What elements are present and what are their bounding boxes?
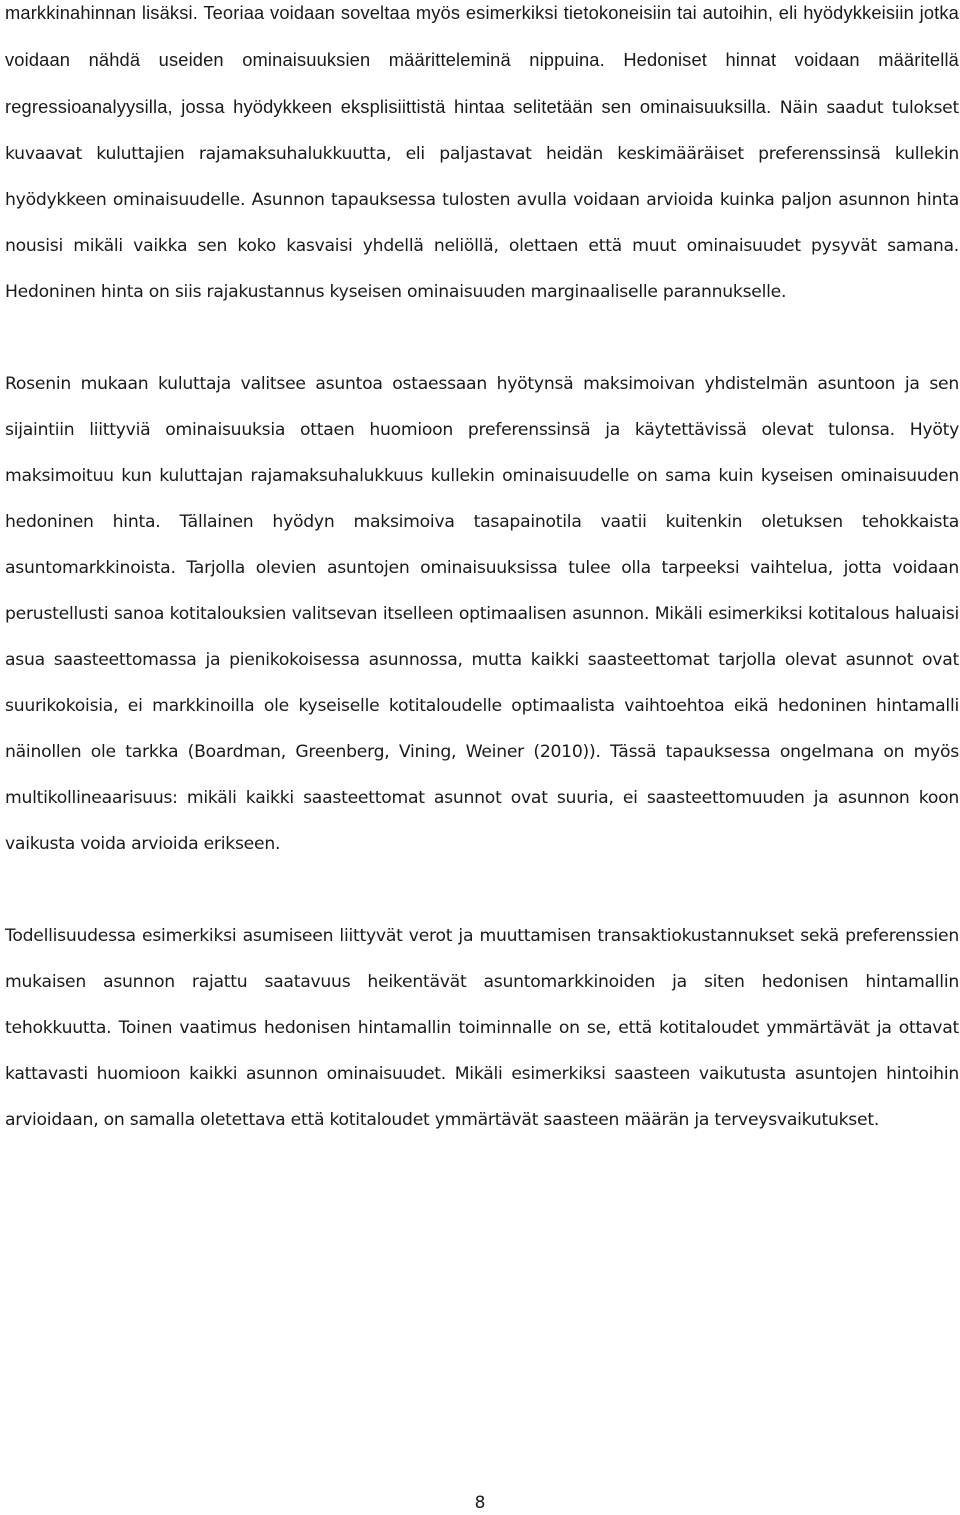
paragraph-1-body-text: Näin saadut tulokset kuvaavat kuluttajien rajamaksuhalukkuutta, eli paljastavat heidän keskimääräiset preferenssinsä kullekin hyödykkeen ominaisuudelle. Asunnon tapauksessa tulosten avulla voidaan arvioida kuinka paljon asunnon hinta nousisi mikäli vaikka sen koko kasvaisi yhdellä neliöllä, olettaen että muut ominaisuudet pysyvät samana. Hedoninen hinta on siis rajakustannus kyseisen ominaisuuden marginaaliselle parannukselle.	[5, 98, 959, 302]
paragraph-3: Todellisuudessa esimerkiksi asumiseen liittyvät verot ja muuttamisen transaktiokustannukset sekä preferenssien mukaisen asunnon rajattu saatavuus heikentävät asuntomarkkinoiden ja siten hedonisen hintamallin tehokkuutta. Toinen vaatimus hedonisen hintamallin toiminnalle on se, että kotitaloudet ymmärtävät ja ottavat kattavasti huomioon kaikki asunnon ominaisuudet. Mikäli esimerkiksi saasteen vaikutusta asuntojen hintoihin arvioidaan, on samalla oletettava että kotitaloudet ymmärtävät saasteen määrän ja terveysvaikutukset.	[5, 926, 959, 1130]
paragraph-2: Rosenin mukaan kuluttaja valitsee asuntoa ostaessaan hyötynsä maksimoivan yhdistelmän asuntoon ja sen sijaintiin liittyviä ominaisuuksia ottaen huomioon preferenssinsä ja käytettävissä olevat tulonsa. Hyöty maksimoituu kun kuluttajan rajamaksuhalukkuus kullekin ominaisuudelle on sama kuin kyseisen ominaisuuden hedoninen hinta. Tällainen hyödyn maksimoiva tasapainotila vaatii kuitenkin oletuksen tehokkaista asuntomarkkinoista. Tarjolla olevien asuntojen ominaisuuksissa tulee olla tarpeeksi vaihtelua, jotta voidaan perustellusti sanoa kotitalouksien valitsevan itselleen optimaalisen asunnon. Mikäli esimerkiksi kotitalous haluaisi asua saasteettomassa ja pienikokoisessa asunnossa, mutta kaikki saasteettomat tarjolla olevat asunnot ovat suurikokoisia, ei markkinoilla ole kyseiselle kotitaloudelle optimaalista vaihtoehtoa eikä hedoninen hintamalli näinollen ole tarkka (Boardman, Greenberg, Vining, Weiner (2010)). Tässä tapauksessa ongelmana on myös multikollineaarisuus: mikäli kaikki saasteettomat asunnot ovat suuria, ei saasteettomuuden ja asunnon koon vaikusta voida arvioida erikseen.	[5, 374, 959, 854]
document-page	[5, 0, 959, 1515]
page-number: 8	[474, 1493, 486, 1513]
paragraph-1	[5, 0, 959, 315]
paragraph-1-lead-text: markkinahinnan lisäksi. Teoriaa voidaan soveltaa myös esimerkiksi tietokoneisiin tai autoihin, eli hyödykkeisiin jotka voidaan nähdä useiden ominaisuuksien määritteleminä nippuina. Hedoniset hinnat voidaan määritellä regressioanalyysilla, jossa hyödykkeen eksplisiittistä hintaa selitetään sen ominaisuuksilla.	[5, 2, 959, 117]
